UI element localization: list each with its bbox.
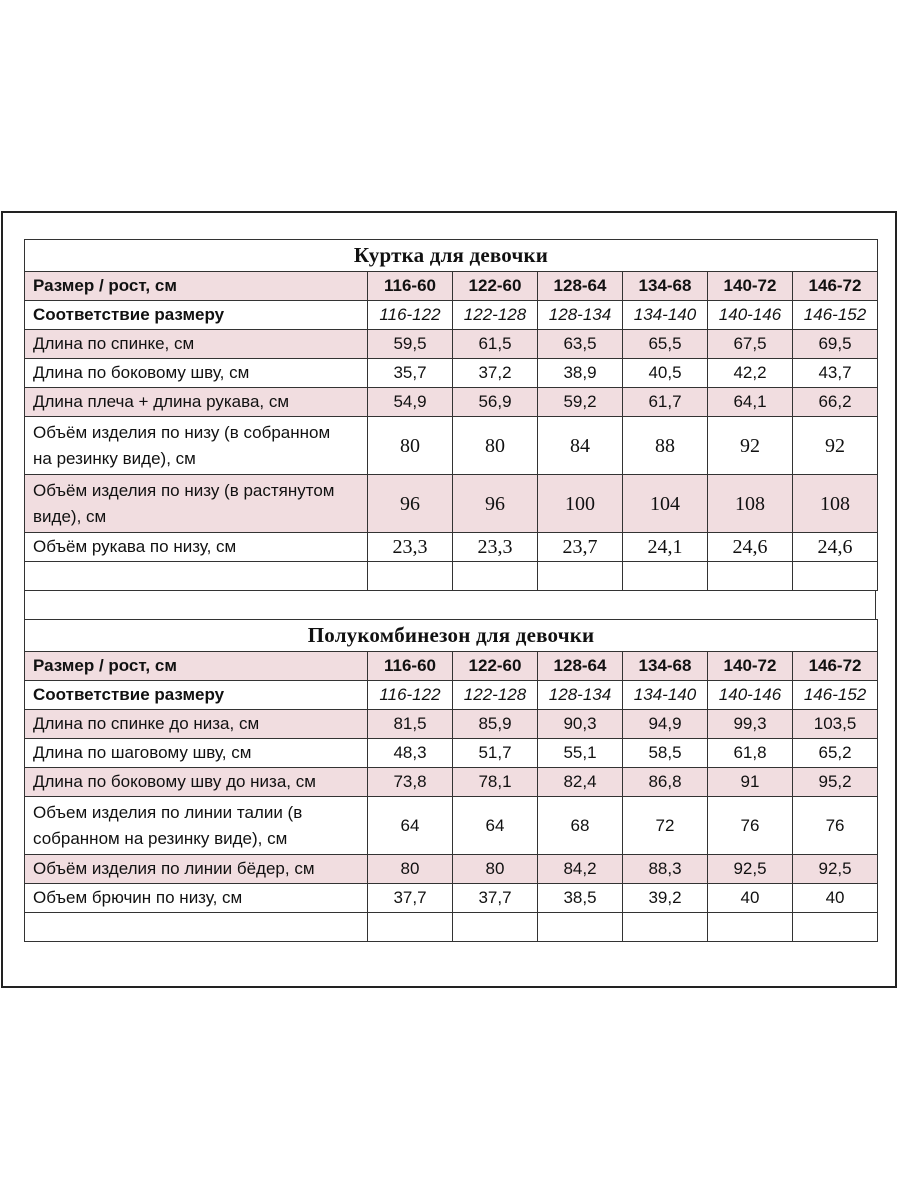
value-cell: 48,3 — [368, 739, 453, 768]
row-label: Длина по спинке, см — [25, 330, 368, 359]
value-cell: 95,2 — [793, 768, 878, 797]
table-row — [25, 797, 878, 855]
table-row — [25, 710, 878, 739]
value-cell: 72 — [623, 797, 708, 855]
value-cell: 92 — [708, 417, 793, 475]
row-label: Объём рукава по низу, см — [25, 533, 368, 562]
value-cell: 100 — [538, 475, 623, 533]
value-cell: 51,7 — [453, 739, 538, 768]
row-label-line: Объём изделия по низу (в растянутом — [33, 480, 335, 500]
overalls-correspondence-row — [25, 681, 878, 710]
row-label: Длина по шаговому шву, см — [25, 739, 368, 768]
value-cell: 54,9 — [368, 388, 453, 417]
size-cell: 122-60 — [453, 272, 538, 301]
value-cell: 61,8 — [708, 739, 793, 768]
size-cell: 122-60 — [453, 652, 538, 681]
value-cell: 80 — [368, 417, 453, 475]
value-cell: 108 — [793, 475, 878, 533]
overalls-size-table — [24, 619, 878, 942]
value-cell: 96 — [368, 475, 453, 533]
header-label: Размер / рост, см — [25, 652, 368, 681]
value-cell: 88 — [623, 417, 708, 475]
table-row — [25, 388, 878, 417]
correspondence-cell: 134-140 — [623, 681, 708, 710]
value-cell: 86,8 — [623, 768, 708, 797]
correspondence-cell: 140-146 — [708, 681, 793, 710]
value-cell: 55,1 — [538, 739, 623, 768]
correspondence-cell: 146-152 — [793, 301, 878, 330]
value-cell: 65,2 — [793, 739, 878, 768]
value-cell: 59,5 — [368, 330, 453, 359]
size-cell: 140-72 — [708, 652, 793, 681]
value-cell: 39,2 — [623, 884, 708, 913]
value-cell: 40 — [793, 884, 878, 913]
row-label: Объём изделия по линии бёдер, см — [25, 855, 368, 884]
table-row — [25, 359, 878, 388]
value-cell: 40 — [708, 884, 793, 913]
value-cell: 108 — [708, 475, 793, 533]
value-cell: 23,3 — [453, 533, 538, 562]
value-cell: 78,1 — [453, 768, 538, 797]
value-cell: 23,7 — [538, 533, 623, 562]
table-row — [25, 855, 878, 884]
table-row — [25, 768, 878, 797]
value-cell: 80 — [368, 855, 453, 884]
overalls-table-title: Полукомбинезон для девочки — [25, 620, 878, 652]
correspondence-cell: 146-152 — [793, 681, 878, 710]
correspondence-cell: 116-122 — [368, 681, 453, 710]
value-cell: 103,5 — [793, 710, 878, 739]
correspondence-cell: 122-128 — [453, 301, 538, 330]
empty-row — [25, 913, 878, 942]
value-cell: 94,9 — [623, 710, 708, 739]
value-cell: 40,5 — [623, 359, 708, 388]
value-cell: 38,5 — [538, 884, 623, 913]
value-cell: 56,9 — [453, 388, 538, 417]
size-cell: 116-60 — [368, 652, 453, 681]
value-cell: 64 — [453, 797, 538, 855]
value-cell: 59,2 — [538, 388, 623, 417]
table-row — [25, 533, 878, 562]
row-label: Длина по боковому шву, см — [25, 359, 368, 388]
table-row — [25, 739, 878, 768]
row-label-line: Объём изделия по низу (в собранном — [33, 422, 331, 442]
value-cell: 23,3 — [368, 533, 453, 562]
value-cell: 38,9 — [538, 359, 623, 388]
value-cell: 88,3 — [623, 855, 708, 884]
value-cell: 64 — [368, 797, 453, 855]
value-cell: 24,1 — [623, 533, 708, 562]
value-cell: 24,6 — [793, 533, 878, 562]
value-cell: 37,7 — [453, 884, 538, 913]
size-cell: 128-64 — [538, 272, 623, 301]
value-cell: 61,7 — [623, 388, 708, 417]
value-cell: 82,4 — [538, 768, 623, 797]
value-cell: 85,9 — [453, 710, 538, 739]
size-cell: 116-60 — [368, 272, 453, 301]
correspondence-cell: 140-146 — [708, 301, 793, 330]
table-row — [25, 417, 878, 475]
value-cell: 99,3 — [708, 710, 793, 739]
value-cell: 91 — [708, 768, 793, 797]
value-cell: 90,3 — [538, 710, 623, 739]
value-cell: 37,7 — [368, 884, 453, 913]
value-cell: 92,5 — [793, 855, 878, 884]
table-row — [25, 330, 878, 359]
empty-row — [25, 562, 878, 591]
row-label: Длина по спинке до низа, см — [25, 710, 368, 739]
value-cell: 63,5 — [538, 330, 623, 359]
size-cell: 146-72 — [793, 272, 878, 301]
row-label-line: виде), см — [33, 506, 107, 526]
size-chart-sheet — [24, 239, 876, 942]
size-cell: 134-68 — [623, 652, 708, 681]
size-cell: 128-64 — [538, 652, 623, 681]
table-spacer — [24, 591, 876, 619]
size-cell: 140-72 — [708, 272, 793, 301]
correspondence-cell: 116-122 — [368, 301, 453, 330]
row-label-line: на резинку виде), см — [33, 448, 196, 468]
row-label: Объем брючин по низу, см — [25, 884, 368, 913]
value-cell: 24,6 — [708, 533, 793, 562]
row-label — [25, 475, 368, 533]
value-cell: 73,8 — [368, 768, 453, 797]
value-cell: 92 — [793, 417, 878, 475]
row-label: Длина по боковому шву до низа, см — [25, 768, 368, 797]
value-cell: 76 — [793, 797, 878, 855]
correspondence-cell: 134-140 — [623, 301, 708, 330]
correspondence-cell: 128-134 — [538, 301, 623, 330]
value-cell: 84 — [538, 417, 623, 475]
value-cell: 66,2 — [793, 388, 878, 417]
jacket-table-title: Куртка для девочки — [25, 240, 878, 272]
value-cell: 84,2 — [538, 855, 623, 884]
value-cell: 76 — [708, 797, 793, 855]
value-cell: 80 — [453, 855, 538, 884]
table-row — [25, 884, 878, 913]
jacket-size-table — [24, 239, 878, 591]
value-cell: 92,5 — [708, 855, 793, 884]
table-row — [25, 475, 878, 533]
size-cell: 146-72 — [793, 652, 878, 681]
row-label-line: собранном на резинку виде), см — [33, 828, 288, 848]
jacket-header-row — [25, 272, 878, 301]
correspondence-cell: 128-134 — [538, 681, 623, 710]
value-cell: 80 — [453, 417, 538, 475]
value-cell: 67,5 — [708, 330, 793, 359]
value-cell: 96 — [453, 475, 538, 533]
correspondence-label: Соответствие размеру — [25, 681, 368, 710]
value-cell: 37,2 — [453, 359, 538, 388]
value-cell: 42,2 — [708, 359, 793, 388]
jacket-correspondence-row — [25, 301, 878, 330]
row-label — [25, 797, 368, 855]
row-label — [25, 417, 368, 475]
value-cell: 58,5 — [623, 739, 708, 768]
size-cell: 134-68 — [623, 272, 708, 301]
value-cell: 104 — [623, 475, 708, 533]
value-cell: 65,5 — [623, 330, 708, 359]
value-cell: 69,5 — [793, 330, 878, 359]
value-cell: 64,1 — [708, 388, 793, 417]
value-cell: 61,5 — [453, 330, 538, 359]
overalls-header-row — [25, 652, 878, 681]
value-cell: 81,5 — [368, 710, 453, 739]
row-label: Длина плеча + длина рукава, см — [25, 388, 368, 417]
row-label-line: Объем изделия по линии талии (в — [33, 802, 303, 822]
value-cell: 43,7 — [793, 359, 878, 388]
correspondence-cell: 122-128 — [453, 681, 538, 710]
value-cell: 68 — [538, 797, 623, 855]
value-cell: 35,7 — [368, 359, 453, 388]
correspondence-label: Соответствие размеру — [25, 301, 368, 330]
header-label: Размер / рост, см — [25, 272, 368, 301]
